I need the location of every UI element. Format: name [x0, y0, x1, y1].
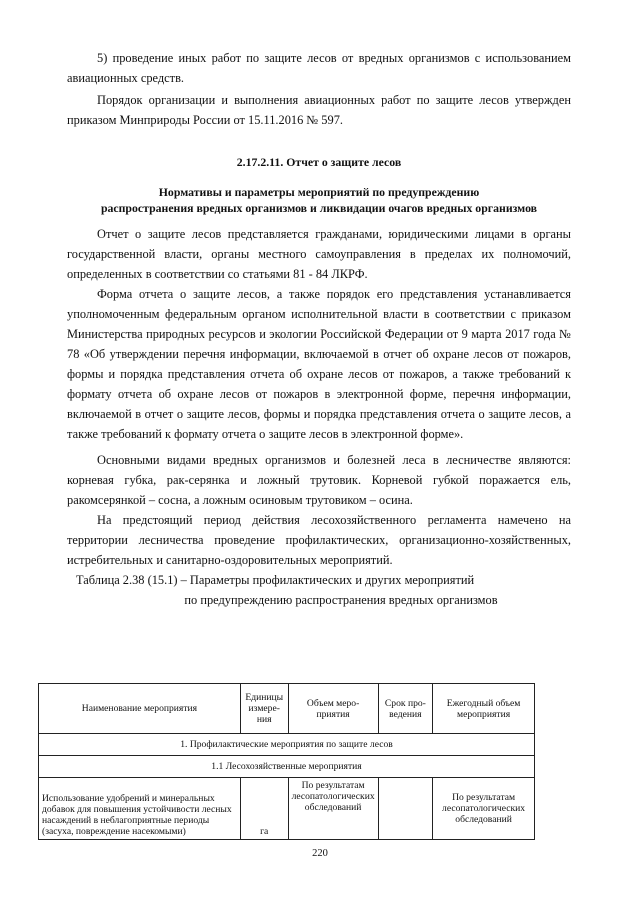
section-preventive-measures: 1. Профилактические мероприятия по защите лесов — [39, 734, 535, 756]
row-annual: По результатам лесопатологических обследований — [433, 778, 535, 840]
row-volume: По результатам лесопатологических обследований — [288, 778, 378, 840]
paragraph-aviation-order: Порядок организации и выполнения авиационных работ по защите лесов утвержден приказом Минприроды России от 15.11.2016 № 597. — [67, 93, 571, 127]
document-page — [67, 48, 571, 610]
header-name: Наименование мероприятия — [39, 684, 241, 734]
table-row — [39, 778, 535, 840]
subtitle-line-1: Нормативы и параметры мероприятий по предупреждению — [158, 185, 480, 199]
table-header-row — [39, 684, 535, 734]
paragraph-report-submission: Отчет о защите лесов представляется гражданами, юридическими лицами в органы государственной власти, органы местного самоуправления в пределах их полномочий, определенных в соответствии со статьями 81 - 84 ЛКРФ. — [67, 227, 571, 281]
table-caption-line-1: Таблица 2.38 (15.1) – Параметры профилактических и других мероприятий — [76, 573, 475, 587]
row-name: Использование удобрений и минеральных добавок для повышения устойчивости лесных насаждений в неблагоприятные периоды (засуха, повреждение насекомыми) — [39, 778, 241, 840]
row-term — [378, 778, 433, 840]
paragraph-report-form: Форма отчета о защите лесов, а также порядок его представления устанавливается уполномоченным федеральным органом исполнительной власти в соответствии с приказом Министерства природных ресурсов и экологии Российской Федерации от 9 марта 2017 года № 78 «Об утверждении перечня информации, включаемой в отчет об охране лесов от пожаров, формы и порядка представления отчета об охране лесов от пожаров, а также требований к формату отчета об охране лесов от пожаров в электронной форме, перечня информации, включаемой в отчет о защите лесов, формы и порядка представления отчета о защите лесов, а также требований к формату отчета о защите лесов в электронной форме». — [67, 287, 571, 441]
page-number: 220 — [312, 848, 328, 859]
header-annual: Ежегодный объем мероприятия — [433, 684, 535, 734]
table-caption-line-2: по предупреждению распространения вредных организмов — [184, 593, 498, 607]
header-unit: Единицы измере-ния — [240, 684, 288, 734]
paragraph-planned-measures: На предстоящий период действия лесохозяйственного регламента намечено на территории лесничества проведение профилактических, организационно-хозяйственных, истребительных и санитарно-оздоровительных мероприятий. — [67, 513, 571, 567]
paragraph-pest-species: Основными видами вредных организмов и болезней леса в лесничестве являются: корневая губка, рак-серянка и ложный трутовик. Корневой губкой поражается ель, ракомсерянкой – сосна, а ложным осиновым трутовиком – осина. — [67, 453, 571, 507]
header-term: Срок про-ведения — [378, 684, 433, 734]
paragraph-aviation-works: 5) проведение иных работ по защите лесов от вредных организмов с использованием авиационных средств. — [67, 51, 571, 85]
section-title: 2.17.2.11. Отчет о защите лесов — [236, 155, 402, 169]
measures-table — [38, 683, 535, 840]
row-unit: га — [240, 778, 288, 840]
subsection-forestry-measures: 1.1 Лесохозяйственные мероприятия — [39, 756, 535, 778]
table-subsection-row — [39, 756, 535, 778]
table-section-row — [39, 734, 535, 756]
header-volume: Объем меро-приятия — [288, 684, 378, 734]
subtitle-line-2: распространения вредных организмов и ликвидации очагов вредных организмов — [100, 201, 538, 215]
